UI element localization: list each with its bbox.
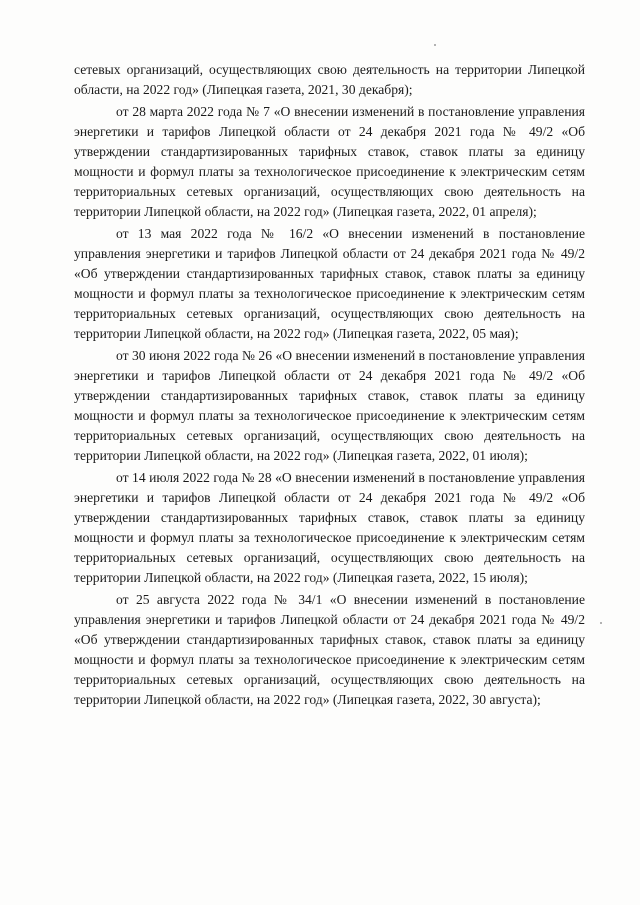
scan-speck <box>600 622 602 624</box>
paragraph-resolution-30-june: от 30 июня 2022 года № 26 «О внесении изменений в постановление управления энергетики и тарифов Липецкой области от 24 декабря 2021 года № 49/2 «Об утверждении стандартизированных тарифных ставок, ставок платы за единицу мощности и формул платы за технологическое присоединение к электрическим сетям территориальных сетевых организаций, осуществляющих свою деятельность на территории Липецкой области, на 2022 год» (Липецкая газета, 2022, 01 июля); <box>74 347 585 464</box>
paragraph-resolution-13-may: от 13 мая 2022 года № 16/2 «О внесении изменений в постановление управления энергетики и тарифов Липецкой области от 24 декабря 2021 года № 49/2 «Об утверждении стандартизированных тарифных ставок, ставок платы за единицу мощности и формул платы за технологическое присоединение к электрическим сетям территориальных сетевых организаций, осуществляющих свою деятельность на территории Липецкой области, на 2022 год» (Липецкая газета, 2022, 05 мая); <box>74 225 585 342</box>
paragraph-resolution-28-march: от 28 марта 2022 года № 7 «О внесении изменений в постановление управления энергетики и тарифов Липецкой области от 24 декабря 2021 года № 49/2 «Об утверждении стандартизированных тарифных ставок, ставок платы за единицу мощности и формул платы за технологическое присоединение к электрическим сетям территориальных сетевых организаций, осуществляющих свою деятельность на территории Липецкой области, на 2022 год» (Липецкая газета, 2022, 01 апреля); <box>74 103 585 220</box>
paragraph-continuation: сетевых организаций, осуществляющих свою деятельность на территории Липецкой области, на 2022 год» (Липецкая газета, 2021, 30 декабря); <box>74 62 585 98</box>
scan-speck <box>434 44 436 46</box>
document-body <box>74 60 585 712</box>
paragraph-resolution-25-august: от 25 августа 2022 года № 34/1 «О внесении изменений в постановление управления энергетики и тарифов Липецкой области от 24 декабря 2021 года № 49/2 «Об утверждении стандартизированных тарифных ставок, ставок платы за единицу мощности и формул платы за технологическое присоединение к электрическим сетям территориальных сетевых организаций, осуществляющих свою деятельность на территории Липецкой области, на 2022 год» (Липецкая газета, 2022, 30 августа); <box>74 591 585 708</box>
paragraph-resolution-14-july: от 14 июля 2022 года № 28 «О внесении изменений в постановление управления энергетики и тарифов Липецкой области от 24 декабря 2021 года № 49/2 «Об утверждении стандартизированных тарифных ставок, ставок платы за единицу мощности и формул платы за технологическое присоединение к электрическим сетям территориальных сетевых организаций, осуществляющих свою деятельность на территории Липецкой области, на 2022 год» (Липецкая газета, 2022, 15 июля); <box>74 469 585 586</box>
